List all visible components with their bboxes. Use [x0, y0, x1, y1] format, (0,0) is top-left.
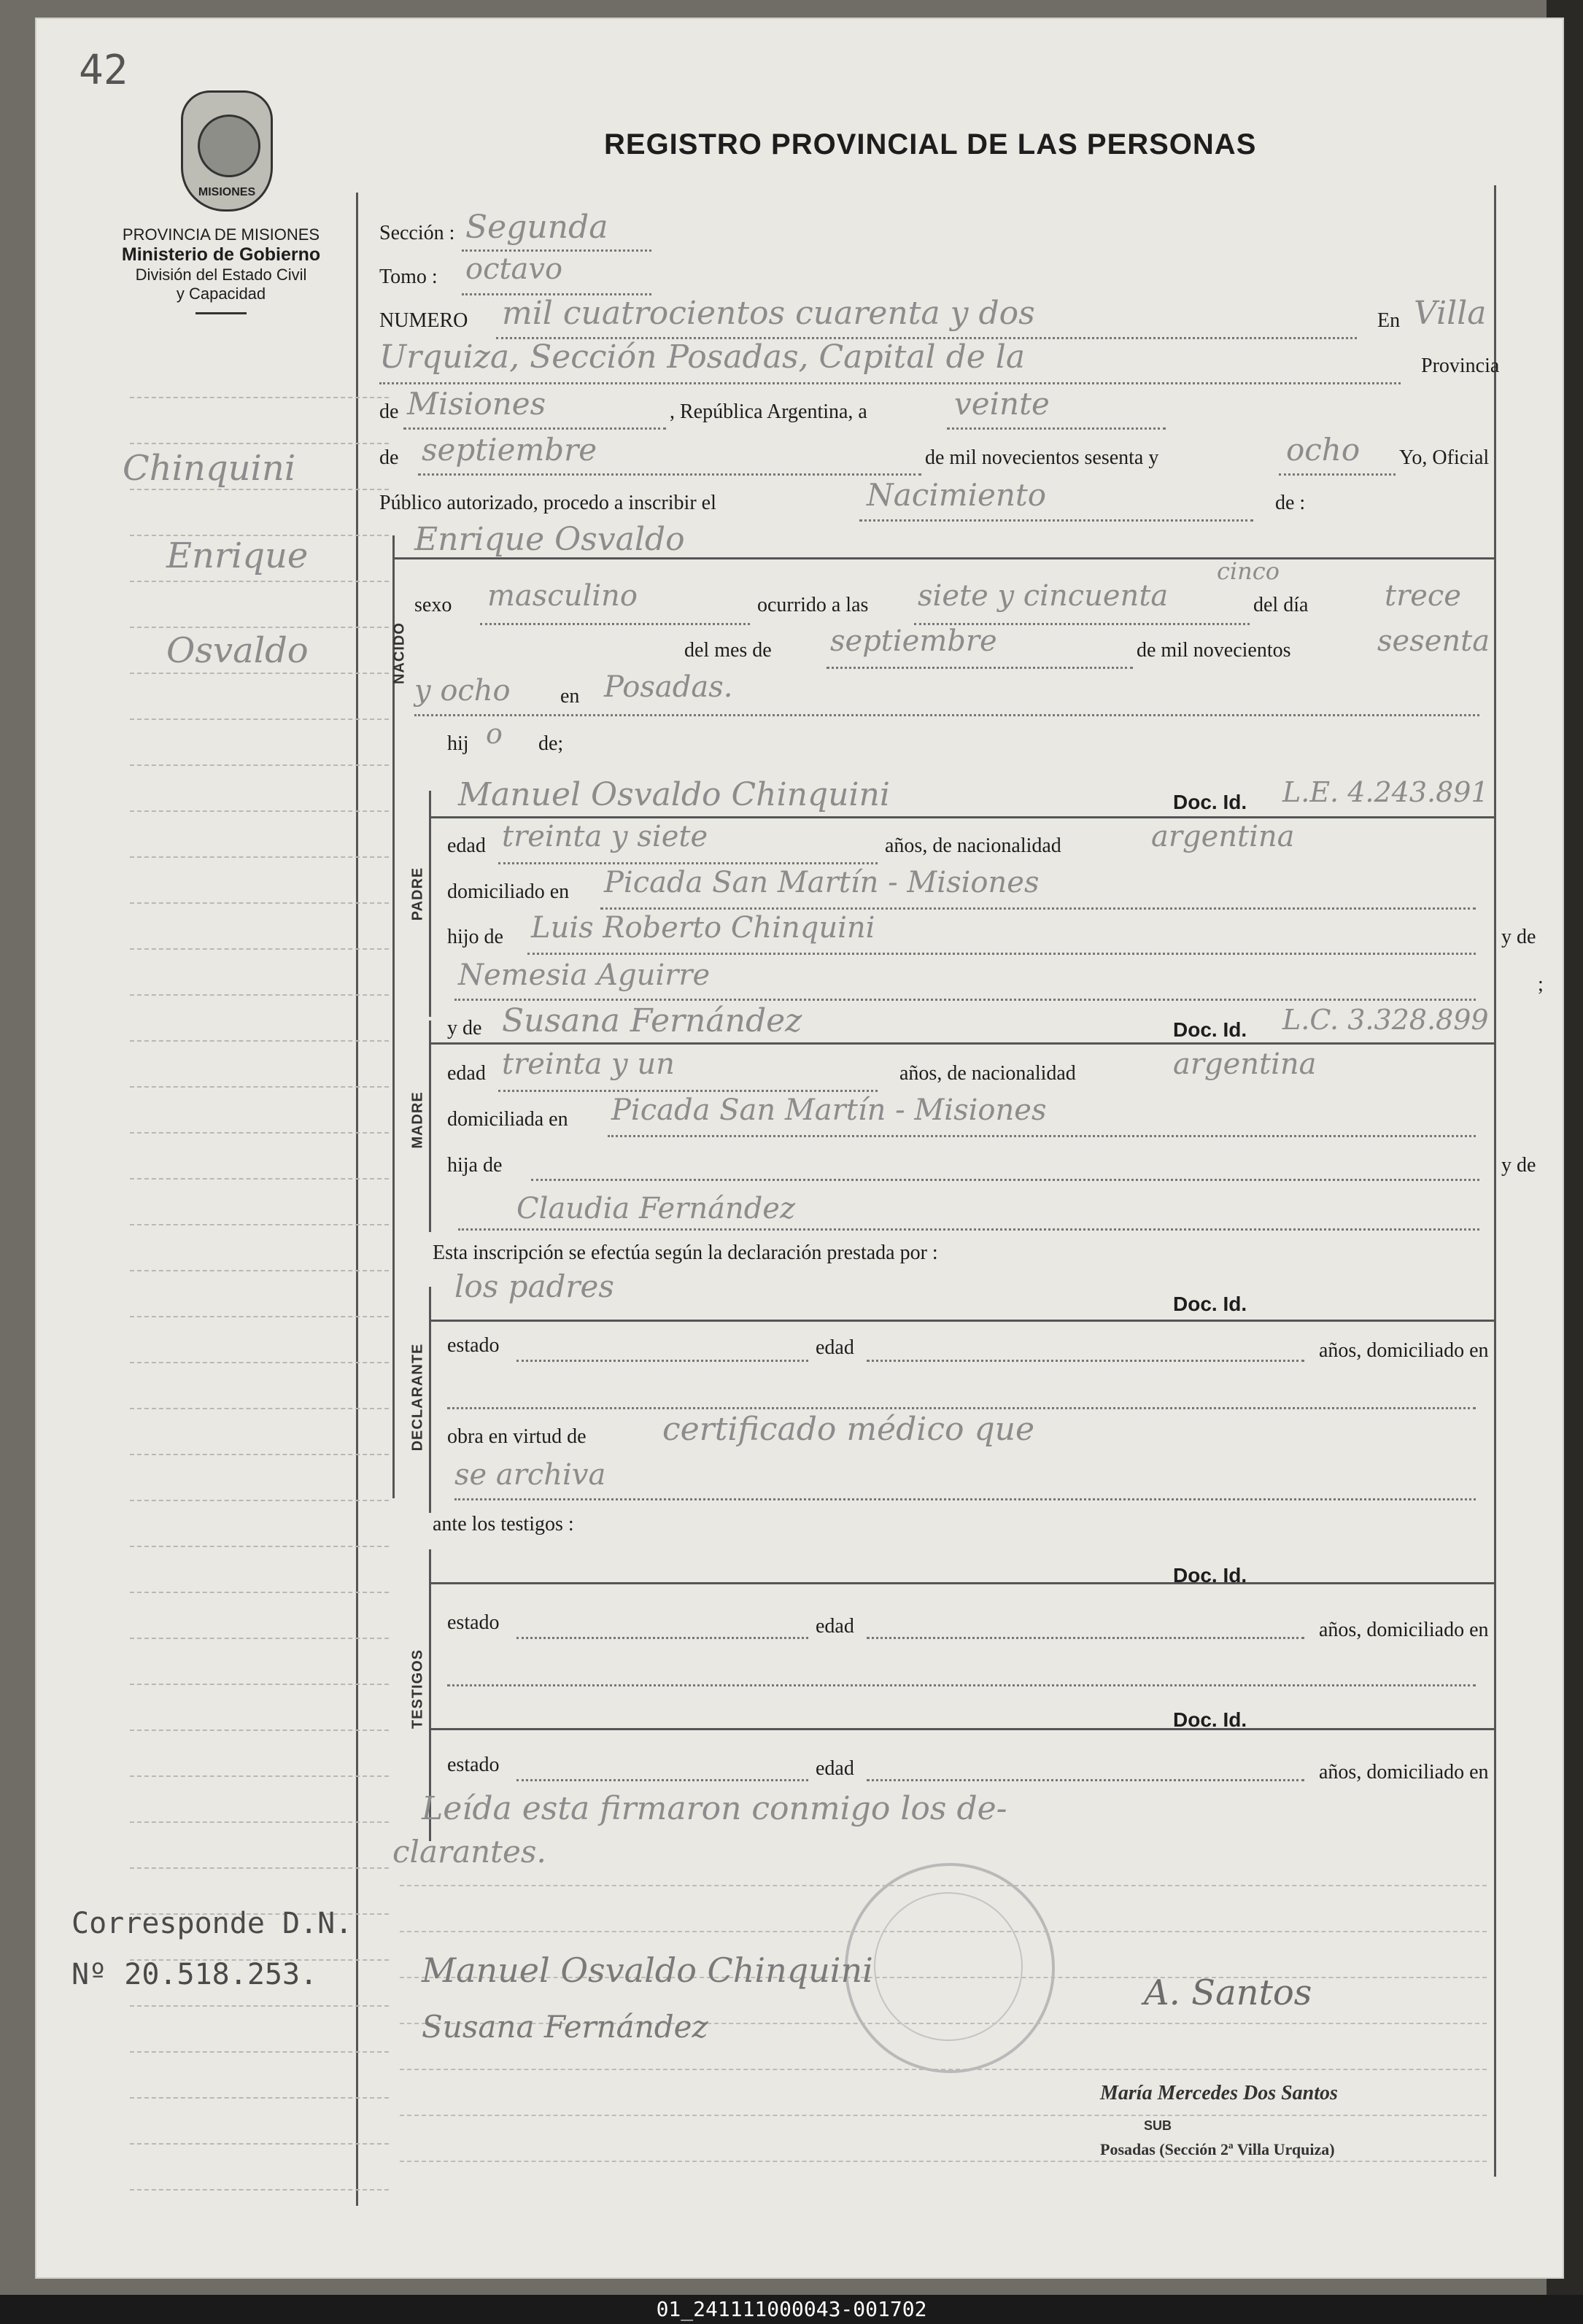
label-testigo2-dom: años, domiciliado en	[1319, 1761, 1489, 1783]
value-leida: Leída esta firmaron conmigo los de-	[422, 1790, 1007, 1827]
label-de-colon: de :	[1275, 492, 1306, 514]
label-madre: MADRE	[409, 1091, 426, 1149]
value-hora-2: cinco	[1217, 557, 1280, 585]
signature-madre: Susana Fernández	[422, 2009, 708, 2045]
value-seccion: Segunda	[465, 209, 608, 246]
margin-ruled-line	[130, 581, 389, 582]
margin-ruled-line	[130, 1867, 389, 1869]
label-mil-nov: de mil novecientos	[1137, 639, 1291, 662]
label-tomo: Tomo :	[379, 266, 438, 288]
signature-padre: Manuel Osvaldo Chinquini	[422, 1951, 873, 1990]
value-lugar-2: Urquiza, Sección Posadas, Capital de la	[379, 338, 1026, 376]
margin-ruled-line	[130, 1408, 389, 1409]
label-sexo: sexo	[414, 594, 452, 616]
margin-ruled-line	[130, 2189, 389, 2191]
label-del-mes: del mes de	[684, 639, 772, 662]
label-de-semicolon: de;	[538, 732, 564, 755]
margin-ruled-line	[130, 1638, 389, 1639]
division-name: División del Estado Civil	[135, 266, 307, 284]
margin-ruled-line	[130, 1500, 389, 1501]
margin-ruled-line	[130, 1362, 389, 1363]
margin-ruled-line	[130, 673, 389, 674]
label-ante-testigos: ante los testigos :	[433, 1513, 574, 1535]
margin-corresponde: Corresponde D.N.	[71, 1907, 353, 1940]
label-testigo1-doc: Doc. Id.	[1173, 1564, 1247, 1587]
label-madre-y-de-2: y de	[1501, 1154, 1536, 1177]
registry-stamp-inner	[874, 1892, 1023, 2041]
label-republica: , República Argentina, a	[670, 400, 867, 423]
label-madre-doc: Doc. Id.	[1173, 1018, 1247, 1041]
margin-ruled-line	[130, 1592, 389, 1593]
value-anio: ocho	[1286, 432, 1361, 468]
margin-ruled-line	[130, 2005, 389, 2007]
margin-ruled-line	[130, 1132, 389, 1134]
value-madre-madre: Claudia Fernández	[516, 1192, 796, 1225]
value-nombre: Enrique Osvaldo	[414, 521, 685, 558]
oficial-lugar: Posadas (Sección 2ª Villa Urquiza)	[1100, 2140, 1335, 2158]
value-anio-nac-2: y ocho	[414, 674, 511, 708]
label-madre-hija-de: hija de	[447, 1154, 503, 1177]
value-obra-2: se archiva	[454, 1458, 606, 1492]
value-mes: septiembre	[422, 432, 597, 468]
margin-given-name: Enrique	[166, 535, 309, 576]
label-anio: de mil novecientos sesenta y	[925, 446, 1159, 469]
margin-ruled-line	[130, 489, 389, 490]
label-oficial: Yo, Oficial	[1399, 446, 1490, 469]
label-padre-y-de: y de	[1501, 926, 1536, 948]
value-madre-doc: L.C. 3.328.899	[1282, 1004, 1489, 1036]
value-anio-nac: sesenta	[1377, 624, 1490, 658]
margin-ruled-line	[130, 1821, 389, 1823]
margin-ruled-line	[130, 764, 389, 766]
label-testigo2-edad: edad	[816, 1757, 854, 1780]
label-hijo: hij	[447, 732, 469, 755]
margin-dni-number: Nº 20.518.253.	[71, 1958, 318, 1991]
value-numero: mil cuatrocientos cuarenta y dos	[502, 295, 1035, 332]
label-testigo1-edad: edad	[816, 1615, 854, 1638]
margin-middle-name: Osvaldo	[166, 630, 309, 671]
label-madre-dom: domiciliada en	[447, 1108, 568, 1131]
label-del-dia: del día	[1253, 594, 1309, 616]
margin-ruled-line	[130, 2051, 389, 2053]
label-padre: PADRE	[409, 867, 426, 921]
label-madre-nac: años, de nacionalidad	[899, 1062, 1076, 1085]
value-padre-nac: argentina	[1151, 820, 1295, 853]
label-provincia: Provincia	[1421, 355, 1500, 377]
page-title: REGISTRO PROVINCIAL DE LAS PERSONAS	[604, 128, 1257, 160]
margin-ruled-line	[130, 443, 389, 444]
value-padre-edad: treinta y siete	[502, 820, 708, 853]
value-lugar: Villa	[1414, 295, 1487, 332]
margin-ruled-line	[130, 1224, 389, 1225]
label-testigo1-estado: estado	[447, 1611, 500, 1634]
province-name: PROVINCIA DE MISIONES	[122, 225, 320, 244]
register-page	[35, 18, 1564, 2279]
oficial-nombre: María Mercedes Dos Santos	[1100, 2082, 1338, 2104]
signature-ruled-line	[400, 2161, 1487, 2162]
ministry-name: Ministerio de Gobierno	[121, 244, 321, 265]
label-padre-hijo-de: hijo de	[447, 926, 503, 948]
label-testigo1-dom: años, domiciliado en	[1319, 1619, 1489, 1641]
margin-ruled-line	[130, 856, 389, 858]
label-declarante: DECLARANTE	[409, 1343, 426, 1452]
label-declarante-dom: años, domiciliado en	[1319, 1339, 1489, 1362]
label-numero: NUMERO	[379, 309, 468, 332]
margin-ruled-line	[130, 1775, 389, 1777]
margin-ruled-line	[130, 2143, 389, 2145]
value-padre-madre: Nemesia Aguirre	[458, 958, 711, 992]
value-padre-padre: Luis Roberto Chinquini	[531, 911, 875, 945]
margin-ruled-line	[130, 1178, 389, 1180]
label-declarante-doc: Doc. Id.	[1173, 1293, 1247, 1315]
provincial-seal: MISIONES	[181, 90, 273, 212]
label-madre-y-de: y de	[447, 1017, 482, 1039]
value-lugar-nac: Posadas.	[604, 670, 733, 704]
label-inscripcion: Esta inscripción se efectúa según la declaración prestada por :	[433, 1242, 938, 1264]
signature-oficial: A. Santos	[1144, 1972, 1312, 2013]
margin-divider	[356, 193, 358, 2206]
value-acto: Nacimiento	[867, 477, 1047, 513]
margin-ruled-line	[130, 1684, 389, 1685]
value-padre-nombre: Manuel Osvaldo Chinquini	[458, 776, 890, 813]
margin-ruled-line	[130, 902, 389, 904]
margin-surname: Chinquini	[123, 448, 296, 489]
label-testigo2-estado: estado	[447, 1754, 500, 1776]
value-hora: siete y cincuenta	[918, 579, 1169, 613]
margin-ruled-line	[130, 994, 389, 996]
label-padre-edad: edad	[447, 834, 486, 857]
margin-ruled-line	[130, 1316, 389, 1317]
margin-ruled-line	[130, 2097, 389, 2099]
margin-ruled-line	[130, 627, 389, 628]
value-leida-2: clarantes.	[392, 1834, 546, 1870]
margin-ruled-line	[130, 718, 389, 720]
value-madre-nombre: Susana Fernández	[502, 1002, 802, 1039]
label-testigos: TESTIGOS	[409, 1649, 426, 1730]
label-ocurrido: ocurrido a las	[757, 594, 869, 616]
margin-ruled-line	[130, 810, 389, 812]
division-name-2: y Capacidad	[176, 284, 266, 303]
label-en-2: en	[560, 685, 580, 708]
label-nacido: NACIDO	[391, 622, 408, 684]
value-provincia: Misiones	[407, 386, 546, 422]
value-declarante: los padres	[454, 1268, 614, 1304]
value-madre-edad: treinta y un	[502, 1047, 675, 1081]
margin-ruled-line	[130, 1270, 389, 1271]
label-declarante-estado: estado	[447, 1334, 500, 1357]
margin-ruled-line	[130, 1730, 389, 1731]
label-padre-doc: Doc. Id.	[1173, 791, 1247, 813]
value-dia-nac: trece	[1385, 579, 1461, 613]
value-obra: certificado médico que	[662, 1411, 1034, 1448]
label-seccion: Sección :	[379, 222, 455, 244]
label-semicolon: ;	[1538, 973, 1544, 996]
image-id-footer: 01_241111000043-001702	[0, 2295, 1583, 2324]
page-number: 42	[79, 47, 128, 94]
margin-ruled-line	[130, 1546, 389, 1547]
label-publico: Público autorizado, procedo a inscribir el	[379, 492, 716, 514]
value-hijo: o	[486, 718, 503, 750]
margin-ruled-line	[130, 1086, 389, 1088]
value-sexo: masculino	[487, 579, 638, 613]
value-madre-nac: argentina	[1173, 1047, 1317, 1081]
value-padre-dom: Picada San Martín - Misiones	[604, 866, 1040, 899]
value-dia: veinte	[954, 386, 1050, 422]
value-mes-nac: septiembre	[830, 624, 997, 658]
signature-ruled-line	[400, 2115, 1487, 2116]
value-padre-doc: L.E. 4.243.891	[1282, 776, 1489, 808]
value-tomo: octavo	[465, 252, 563, 286]
header-ministry	[79, 225, 363, 314]
label-padre-dom: domiciliado en	[447, 880, 570, 903]
margin-ruled-line	[130, 948, 389, 950]
value-madre-dom: Picada San Martín - Misiones	[611, 1093, 1047, 1127]
label-madre-edad: edad	[447, 1062, 486, 1085]
oficial-cargo: SUB	[1144, 2118, 1172, 2133]
right-border	[1494, 185, 1496, 2177]
margin-ruled-line	[130, 397, 389, 398]
label-en: En	[1377, 309, 1401, 332]
label-de: de	[379, 400, 399, 423]
margin-ruled-line	[130, 1454, 389, 1455]
label-declarante-edad: edad	[816, 1336, 854, 1359]
label-padre-nac: años, de nacionalidad	[885, 834, 1061, 857]
label-de-2: de	[379, 446, 399, 469]
label-obra-virtud: obra en virtud de	[447, 1425, 587, 1448]
label-testigo2-doc: Doc. Id.	[1173, 1708, 1247, 1731]
margin-ruled-line	[130, 1040, 389, 1042]
